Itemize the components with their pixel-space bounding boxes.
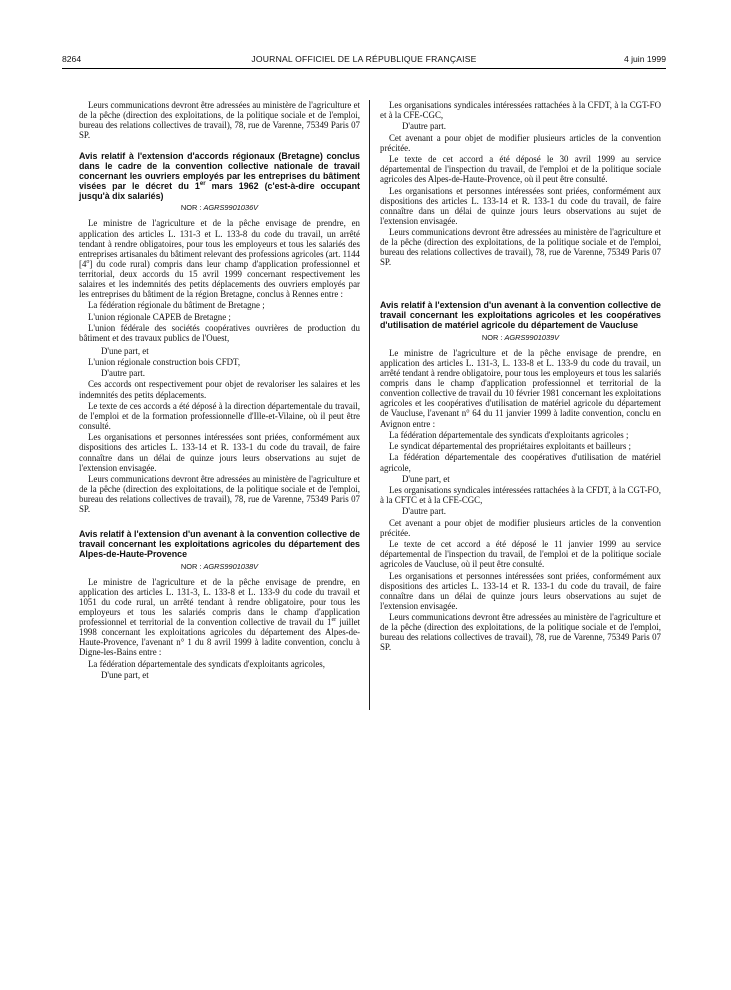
- paragraph: Le syndicat départemental des propriétaires exploitants et bailleurs ;: [389, 441, 632, 452]
- paragraph: Les organisations syndicales intéressées rattachées à la CFDT, à la CGT-FO et à la CFE-CGC,: [380, 100, 661, 121]
- paragraph: Le texte de cet accord a été déposé le 11 janvier 1999 au service départemental de l'inspection du travail, de l'emploi et de la politique sociale agricoles de Vaucluse, où il peut être consulté.: [380, 539, 661, 570]
- paragraph: Leurs communications devront être adressées au ministère de l'agriculture et de la pêche (direction des exploitations, de la politique sociale et de l'emploi, bureau des relations collectives de travail), 78, rue de Varenne, 75349 Paris 07 SP.: [380, 612, 661, 653]
- party-label: D'une part, et: [101, 345, 149, 356]
- party-label: D'une part, et: [402, 473, 450, 484]
- paragraph: L'union régionale CAPEB de Bretagne ;: [88, 311, 231, 322]
- paragraph: Le ministre de l'agriculture et de la pêche envisage de prendre, en application des articles L. 131-3 et L. 133-8 du code du travail, un arrêté tendant à rendre obligatoires, pour tous les employeurs et tous les salariés des entreprises artisanales du bâtiment relevant des professions agricoles (art. 1144 [4$^o$] du code rural) compris dans leur champ d'application professionnel et territorial, deux accords du 15 avril 1999 concernant respectivement les salaires et les indemnités des petits déplacements des ouvriers employés par les entreprises du bâtiment de la région Bretagne, conclus à Rennes entre :: [79, 218, 360, 300]
- party-label: D'autre part.: [402, 506, 446, 517]
- paragraph: L'union régionale construction bois CFDT,: [88, 356, 241, 367]
- paragraph: Leurs communications devront être adressées au ministère de l'agriculture et de la pêche (direction des exploitations, de la politique sociale et de l'emploi, bureau des relations collectives de travail), 78, rue de Varenne, 75349 Paris 07 SP.: [79, 100, 360, 141]
- paragraph: La fédération régionale du bâtiment de Bretagne ;: [88, 300, 265, 311]
- paragraph: Leurs communications devront être adressées au ministère de l'agriculture et de la pêche (direction des exploitations, de la politique sociale et de l'emploi, bureau des relations collectives de travail), 78, rue de Varenne, 75349 Paris 07 SP.: [380, 227, 661, 268]
- journal-title: JOURNAL OFFICIEL DE LA RÉPUBLIQUE FRANÇAISE: [251, 54, 477, 64]
- column-divider: [369, 100, 370, 710]
- paragraph: Les organisations syndicales intéressées rattachées à la CFDT, à la CGT-FO, à la CFTC et à la CFE-CGC,: [380, 485, 661, 506]
- page-number: 8264: [62, 54, 82, 64]
- notice-title: Avis relatif à l'extension d'accords régionaux (Bretagne) conclus dans le cadre de la convention collective nationale de travail concernant les ouvriers employés par les entreprises du bâtiment visées par le décret du 1er mars 1962 (c'est-à-dire occupant jusqu'à dix salariés): [79, 151, 360, 201]
- right-column: [380, 100, 661, 654]
- paragraph: Les organisations et personnes intéressées sont priées, conformément aux dispositions des articles L. 133-14 et R. 133-1 du code du travail, de faire connaître dans un délai de quinze jours leurs observations au sujet de l'extension envisagée.: [380, 185, 661, 226]
- paragraph: Cet avenant a pour objet de modifier plusieurs articles de la convention précitée.: [380, 517, 661, 538]
- paragraph: Le ministre de l'agriculture et de la pêche envisage de prendre, en application des articles L. 131-3, L. 133-8 et L. 133-9 du code du travail, un arrêté tendant à rendre obligatoire, pour tous les employeurs et tous les salariés compris dans le champ d'application professionnel et territorial de la convention collective de travail du 10 février 1981 concernant les exploitations agricoles et les coopératives d'utilisation de matériel agricole du département de Vaucluse, l'avenant n° 64 du 11 janvier 1999 à ladite convention, conclu en Avignon entre :: [380, 347, 661, 429]
- paragraph: Leurs communications devront être adressées au ministère de l'agriculture et de la pêche (direction des exploitations, de la politique sociale et de l'emploi, bureau des relations collectives de travail), 78, rue de Varenne, 75349 Paris 07 SP.: [79, 473, 360, 515]
- nor-reference: NOR : AGRS9901036V: [180, 203, 259, 213]
- page-header: [62, 54, 666, 69]
- paragraph: L'union fédérale des sociétés coopératives ouvrières de production du bâtiment et des travaux publics de l'Ouest,: [79, 322, 360, 344]
- paragraph: Le texte de cet accord a été déposé le 30 avril 1999 au service départemental de l'inspection du travail, de l'emploi et de la politique sociale agricoles des Alpes-de-Haute-Provence, où il peut être consulté.: [380, 154, 661, 185]
- paragraph: Le texte de ces accords a été déposé à la direction départementale du travail, de l'emploi et de la formation professionnelle d'Ille-et-Vilaine, où il peut être consulté.: [79, 400, 360, 432]
- nor-reference: NOR : AGRS9901039V: [481, 332, 560, 342]
- paragraph: La fédération départementale des coopératives d'utilisation de matériel agricole,: [380, 452, 661, 473]
- issue-date: 4 juin 1999: [623, 54, 666, 64]
- paragraph: La fédération départementale des syndicats d'exploitants agricoles ;: [389, 429, 629, 440]
- nor-reference: NOR : AGRS9901038V: [180, 561, 259, 571]
- paragraph: Les organisations et personnes intéressées sont priées, conformément aux dispositions des articles L. 133-14 et R. 133-1 du code du travail, de faire connaître dans un délai de quinze jours leurs observations au sujet de l'extension envisagée.: [79, 432, 360, 473]
- paragraph: Les organisations et personnes intéressées sont priées, conformément aux dispositions des articles L. 133-14 et R. 133-1 du code du travail, de faire connaître dans un délai de quinze jours leurs observations au sujet de l'extension envisagée.: [380, 570, 661, 611]
- party-label: D'autre part.: [101, 368, 145, 379]
- party-label: D'autre part.: [402, 121, 446, 132]
- paragraph: Cet avenant a pour objet de modifier plusieurs articles de la convention précitée.: [380, 132, 661, 153]
- left-column: [79, 100, 360, 681]
- paragraph: Ces accords ont respectivement pour objet de revaloriser les salaires et les indemnités des petits déplacements.: [79, 379, 360, 400]
- paragraph: Le ministre de l'agriculture et de la pêche envisage de prendre, en application des articles L. 131-3, L. 133-8 et L. 133-9 du code du travail et 1051 du code rural, un arrêté tendant à rendre obligatoire, pour tous les employeurs et tous les salariés compris dans le champ d'application professionnel et territorial de la convention collective de travail du 1er juillet 1998 concernant les exploitations agricoles du département des Alpes-de-Haute-Provence, l'avenant n° 1 du 8 avril 1999 à ladite convention, conclu à Digne-les-Bains entre :: [79, 576, 360, 658]
- notice-title: Avis relatif à l'extension d'un avenant à la convention collective de travail concernant les exploitations agricoles et les coopératives d'utilisation de matériel agricole du département de Vaucluse: [380, 300, 661, 331]
- notice-title: Avis relatif à l'extension d'un avenant à la convention collective de travail concernant les exploitations agricoles du département des Alpes-de-Haute-Provence: [79, 529, 360, 559]
- party-label: D'une part, et: [101, 669, 149, 680]
- paragraph: La fédération départementale des syndicats d'exploitants agricoles,: [88, 658, 325, 669]
